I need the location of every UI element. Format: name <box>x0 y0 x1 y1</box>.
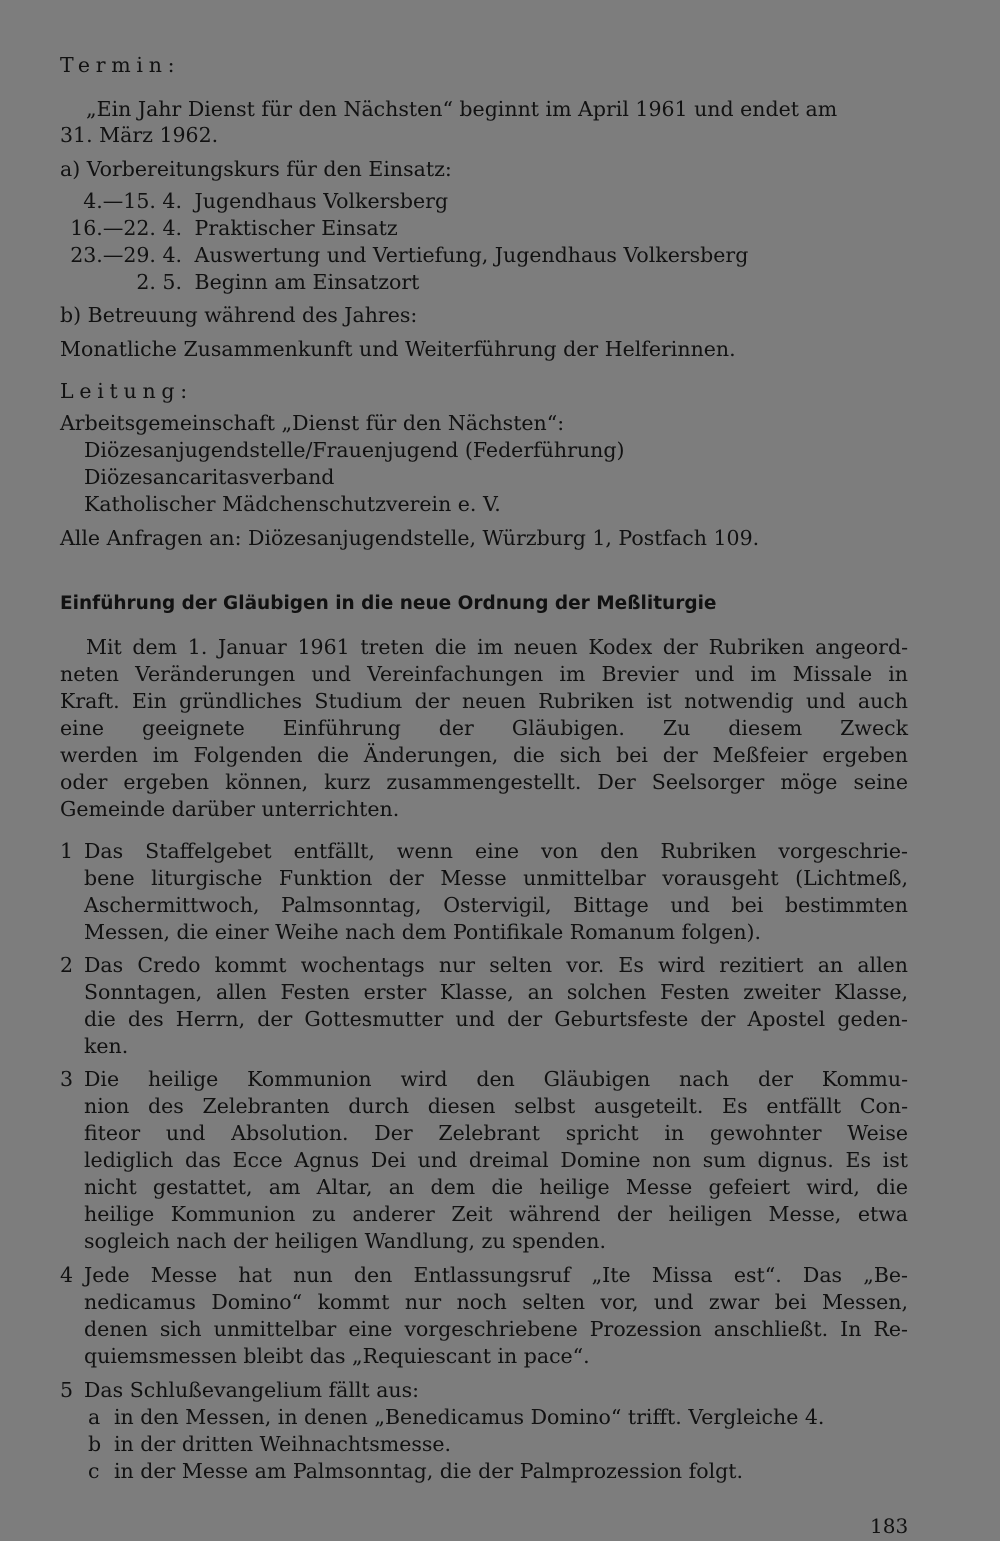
schedule-row <box>60 215 398 241</box>
schedule-date: 4.—15. 4. <box>83 189 182 213</box>
termin-intro-line-1: „Ein Jahr Dienst für den Nächsten“ beginnt im April 1961 und endet am <box>86 97 838 121</box>
item-line: Jede Messe hat nun den Entlassungsruf „Ite Missa est“. Das „Be- <box>84 1263 908 1287</box>
item-line: bene liturgische Funktion der Messe unmittelbar vorausgeht (Lichtmeß, <box>84 866 908 890</box>
leitung-heading: Leitung: <box>60 379 193 403</box>
intro-line: werden im Folgenden die Änderungen, die sich bei der Meßfeier ergeben <box>60 743 908 767</box>
item-line: Sonntagen, allen Festen erster Klasse, an solchen Festen zweiter Klasse, <box>84 980 908 1004</box>
item-line: fiteor und Absolution. Der Zelebrant spricht in gewohnter Weise <box>84 1121 908 1145</box>
item-number: 1 <box>60 839 74 863</box>
item-line: Das Staffelgebet entfällt, wenn eine von den Rubriken vorgeschrie- <box>84 839 908 863</box>
item-number: 4 <box>60 1263 74 1287</box>
subitem-letter: c <box>88 1459 100 1483</box>
item-line: ken. <box>84 1034 129 1058</box>
schedule-text: Jugendhaus Volkersberg <box>194 189 449 213</box>
item-line: nedicamus Domino“ kommt nur noch selten vor, und zwar bei Messen, <box>84 1290 908 1314</box>
intro-line: eine geeignete Einführung der Gläubigen. Zu diesem Zweck <box>60 716 908 740</box>
item-line: quiemsmessen bleibt das „Requiescant in pace“. <box>84 1344 590 1368</box>
item-number: 3 <box>60 1067 74 1091</box>
leitung-member: Diözesanjugendstelle/Frauenjugend (Federführung) <box>84 438 625 462</box>
leitung-line-1: Arbeitsgemeinschaft „Dienst für den Nächsten“: <box>60 411 565 435</box>
subitem-letter: a <box>88 1405 101 1429</box>
item-line: die des Herrn, der Gottesmutter und der Geburtsfeste der Apostel geden- <box>84 1007 908 1031</box>
schedule-row <box>60 242 748 268</box>
article-title: Einführung der Gläubigen in die neue Ordnung der Meßliturgie <box>60 593 717 614</box>
subitem-text: in der dritten Weihnachtsmesse. <box>114 1432 452 1456</box>
item-line: lediglich das Ecce Agnus Dei und dreimal Domine non sum dignus. Es ist <box>84 1148 908 1172</box>
leitung-member: Diözesancaritasverband <box>84 465 335 489</box>
schedule-row <box>60 188 448 214</box>
item-line: Das Schlußevangelium fällt aus: <box>84 1378 420 1402</box>
item-line: sogleich nach der heiligen Wandlung, zu spenden. <box>84 1229 607 1253</box>
intro-line: Kraft. Ein gründliches Studium der neuen Rubriken ist notwendig und auch <box>60 689 908 713</box>
item-line: denen sich unmittelbar eine vorgeschriebene Prozession anschließt. In Re- <box>84 1317 908 1341</box>
schedule-row <box>60 269 419 295</box>
item-line: Aschermittwoch, Palmsonntag, Ostervigil, Bittage und bei bestimmten <box>84 893 908 917</box>
schedule-date: 2. 5. <box>136 270 182 294</box>
termin-b-label: b) Betreuung während des Jahres: <box>60 303 418 327</box>
intro-line: Mit dem 1. Januar 1961 treten die im neuen Kodex der Rubriken angeord- <box>86 635 908 659</box>
intro-line: oder ergeben können, kurz zusammengestellt. Der Seelsorger möge seine <box>60 770 908 794</box>
schedule-text: Praktischer Einsatz <box>194 216 398 240</box>
schedule-text: Auswertung und Vertiefung, Jugendhaus Volkersberg <box>194 243 749 267</box>
termin-heading: Termin: <box>60 53 181 77</box>
subitem-text: in der Messe am Palmsonntag, die der Palmprozession folgt. <box>114 1459 744 1483</box>
termin-b-text: Monatliche Zusammenkunft und Weiterführung der Helferinnen. <box>60 337 736 361</box>
subitem-letter: b <box>88 1432 102 1456</box>
schedule-text: Beginn am Einsatzort <box>194 270 420 294</box>
leitung-contact: Alle Anfragen an: Diözesanjugendstelle, Würzburg 1, Postfach 109. <box>60 526 760 550</box>
termin-a-label: a) Vorbereitungskurs für den Einsatz: <box>60 157 452 181</box>
item-number: 5 <box>60 1378 74 1402</box>
schedule-date: 23.—29. 4. <box>70 243 182 267</box>
subitem-text: in den Messen, in denen „Benedicamus Domino“ trifft. Vergleiche 4. <box>114 1405 825 1429</box>
intro-line: neten Veränderungen und Vereinfachungen im Brevier und im Missale in <box>60 662 908 686</box>
leitung-member: Katholischer Mädchenschutzverein e. V. <box>84 492 501 516</box>
item-number: 2 <box>60 953 74 977</box>
item-line: Die heilige Kommunion wird den Gläubigen nach der Kommu- <box>84 1067 908 1091</box>
termin-intro-line-2: 31. März 1962. <box>60 123 219 147</box>
item-line: nicht gestattet, am Altar, an dem die heilige Messe gefeiert wird, die <box>84 1175 908 1199</box>
intro-line: Gemeinde darüber unterrichten. <box>60 797 400 821</box>
item-line: Das Credo kommt wochentags nur selten vor. Es wird rezitiert an allen <box>84 953 908 977</box>
item-line: Messen, die einer Weihe nach dem Pontifikale Romanum folgen). <box>84 920 762 944</box>
schedule-date: 16.—22. 4. <box>70 216 182 240</box>
page-number: 183 <box>870 1514 909 1538</box>
item-line: heilige Kommunion zu anderer Zeit während der heiligen Messe, etwa <box>84 1202 908 1226</box>
item-line: nion des Zelebranten durch diesen selbst ausgeteilt. Es entfällt Con- <box>84 1094 908 1118</box>
